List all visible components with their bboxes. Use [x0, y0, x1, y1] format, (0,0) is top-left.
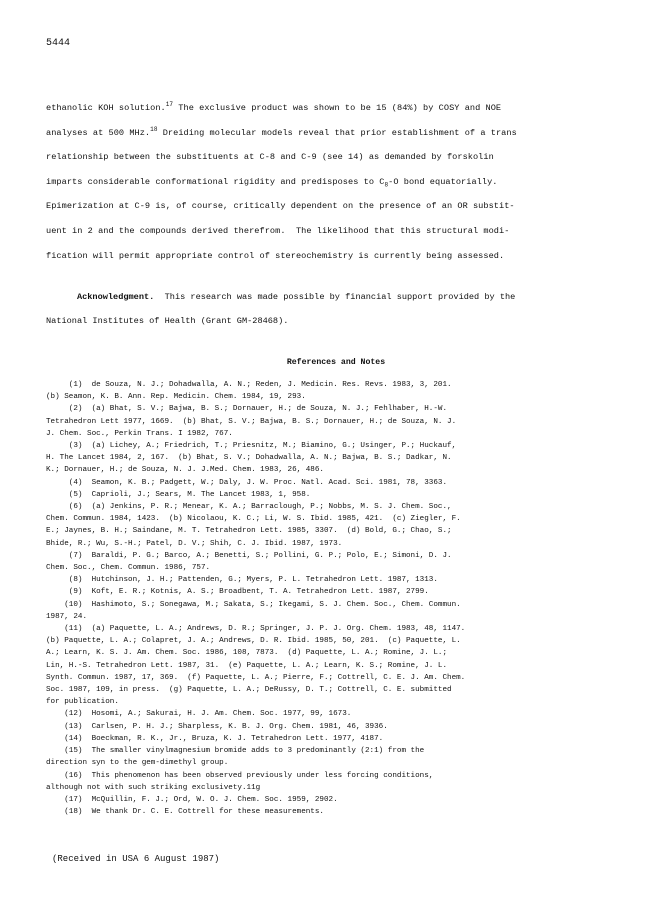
text-segment: ethanolic KOH solution.	[46, 103, 166, 113]
reference-line: Soc. 1987, 109, in press. (g) Paquette, L. A.; DeRussy, D. T.; Cottrell, C. E. submitted	[46, 686, 452, 695]
reference-line: (13) Carlsen, P. H. J.; Sharpless, K. B. J. Org. Chem. 1981, 46, 3936.	[46, 722, 388, 731]
reference-line: (8) Hutchinson, J. H.; Pattenden, G.; Myers, P. L. Tetrahedron Lett. 1987, 1313.	[46, 576, 438, 585]
text-segment: imparts considerable conformational rigidity and predisposes to C	[46, 176, 385, 187]
reference-line: K.; Dornauer, H.; de Souza, N. J. J.Med. Chem. 1983, 26, 486.	[46, 466, 324, 475]
reference-line: (18) We thank Dr. C. E. Cottrell for these measurements.	[46, 808, 324, 817]
body-line	[46, 96, 636, 121]
reference-line: (b) Seamon, K. B. Ann. Rep. Medicin. Chem. 1984, 19, 293.	[46, 393, 306, 402]
reference-line: 1987, 24.	[46, 612, 88, 621]
reference-line: (14) Boeckman, R. K., Jr., Bruza, K. J. Tetrahedron Lett. 1977, 4187.	[46, 734, 384, 743]
reference-line: (2) (a) Bhat, S. V.; Bajwa, B. S.; Dornauer, H.; de Souza, N. J.; Fehlhaber, H.-W.	[46, 405, 448, 414]
text-segment: -O bond equatorially.	[388, 176, 498, 187]
text-segment: Dreiding molecular models reveal that prior establishment of a trans	[157, 127, 517, 138]
reference-line: (11) (a) Paquette, L. A.; Andrews, D. R.; Springer, J. P. J. Org. Chem. 1983, 48, 1147.	[46, 625, 466, 634]
reference-line: Bhide, R.; Wu, S.-H.; Patel, D. V.; Shih, C. J. Ibid. 1987, 1973.	[46, 539, 343, 548]
reference-line: E.; Jaynes, B. H.; Saindane, M. T. Tetrahedron Lett. 1985, 3307. (d) Bold, G.; Chao, S.;	[46, 527, 452, 536]
reference-line: Lin, H.-S. Tetrahedron Lett. 1987, 31. (e) Paquette, L. A.; Learn, K. S.; Romine, J. L.	[46, 661, 448, 670]
reference-line: (6) (a) Jenkins, P. R.; Menear, K. A.; Barraclough, P.; Nobbs, M. S. J. Chem. Soc.,	[46, 503, 452, 512]
reference-line: direction syn to the gem-dimethyl group.	[46, 759, 229, 768]
reference-line: Chem. Soc., Chem. Commun. 1986, 757.	[46, 564, 211, 573]
footnote-ref: 17	[165, 101, 174, 109]
reference-line: J. Chem. Soc., Perkin Trans. I 1982, 767.	[46, 429, 233, 438]
reference-line: (1) de Souza, N. J.; Dohadwalla, A. N.; Reden, J. Medicin. Res. Revs. 1983, 3, 201.	[46, 381, 452, 389]
reference-line: (7) Baraldi, P. G.; Barco, A.; Benetti, S.; Pollini, G. P.; Polo, E.; Simoni, D. J.	[46, 551, 452, 560]
ack-text: This research was made possible by financial support provided by the	[154, 292, 516, 302]
footnote-ref: 18	[150, 125, 158, 133]
reference-line: (17) McQuillin, F. J.; Ord, W. O. J. Chem. Soc. 1959, 2902.	[46, 795, 338, 804]
body-line: fication will permit appropriate control of stereochemistry is currently being assessed.	[46, 250, 505, 261]
text-segment: The exclusive product was shown to be 15 (84%) by COSY and NOE	[173, 103, 502, 113]
body-paragraph	[46, 96, 636, 268]
ack-heading: Acknowledgment.	[76, 292, 155, 302]
ack-line	[46, 285, 636, 309]
reference-line: (b) Paquette, L. A.; Colapret, J. A.; Andrews, D. R. Ibid. 1985, 50, 201. (c) Paquette, L.	[46, 637, 461, 646]
text-segment: analyses at 500 MHz.	[46, 127, 151, 138]
subscript: 8	[384, 181, 389, 189]
body-line: Epimerization at C-9 is, of course, critically dependent on the presence of an OR substit-	[46, 201, 515, 212]
reference-line: (3) (a) Lichey, A.; Friedrich, T.; Priesnitz, M.; Biamino, G.; Usinger, P.; Huckauf,	[46, 442, 457, 451]
references-list	[46, 379, 646, 818]
reference-line: A.; Learn, K. S. J. Am. Chem. Soc. 1986, 108, 7873. (d) Paquette, L. A.; Romine, J. L.;	[46, 649, 448, 658]
reference-line: (10) Hashimoto, S.; Sonegawa, M.; Sakata, S.; Ikegami, S. J. Chem. Soc., Chem. Commun.	[46, 600, 461, 609]
reference-line: (9) Koft, E. R.; Kotnis, A. S.; Broadbent, T. A. Tetrahedron Lett. 1987, 2799.	[46, 588, 429, 597]
acknowledgment	[46, 285, 636, 333]
body-line	[46, 121, 636, 146]
ack-line: National Institutes of Health (Grant GM-28468).	[46, 316, 289, 326]
reference-line: Chem. Commun. 1984, 1423. (b) Nicolaou, K. C.; Li, W. S. Ibid. 1985, 421. (c) Ziegler, F.	[46, 515, 461, 524]
reference-line: for publication.	[46, 698, 119, 707]
reference-line: (5) Caprioli, J.; Sears, M. The Lancet 1983, 1, 958.	[46, 490, 311, 499]
received-date: (Received in USA 6 August 1987)	[52, 854, 220, 864]
reference-line: although not with such striking exclusivety.11g	[46, 783, 261, 792]
reference-line: (4) Seamon, K. B.; Padgett, W.; Daly, J. W. Proc. Natl. Acad. Sci. 1981, 78, 3363.	[46, 478, 448, 487]
reference-line: (12) Hosomi, A.; Sakurai, H. J. Am. Chem. Soc. 1977, 99, 1673.	[46, 710, 352, 719]
reference-line: Synth. Commun. 1987, 17, 369. (f) Paquette, L. A.; Pierre, F.; Cottrell, C. E. J. Am. Chem.	[46, 673, 466, 682]
body-line: uent in 2 and the compounds derived therefrom. The likelihood that this structural modi-	[46, 225, 510, 236]
references-title: References and Notes	[286, 358, 386, 367]
page-number: 5444	[46, 38, 71, 49]
body-line	[46, 170, 636, 195]
reference-line: (16) This phenomenon has been observed previously under less forcing conditions,	[46, 771, 434, 780]
reference-line: H. The Lancet 1984, 2, 167. (b) Bhat, S. V.; Dohadwalla, A. N.; Bajwa, B. S.; Dadkar, N.	[46, 454, 452, 463]
reference-line: Tetrahedron Lett 1977, 1669. (b) Bhat, S. V.; Bajwa, B. S.; Dornauer, H.; de Souza, N. J.	[46, 417, 457, 426]
body-line: relationship between the substituents at C-8 and C-9 (see 14) as demanded by forskolin	[46, 152, 494, 163]
reference-line: (15) The smaller vinylmagnesium bromide adds to 3 predominantly (2:1) from the	[46, 747, 425, 756]
